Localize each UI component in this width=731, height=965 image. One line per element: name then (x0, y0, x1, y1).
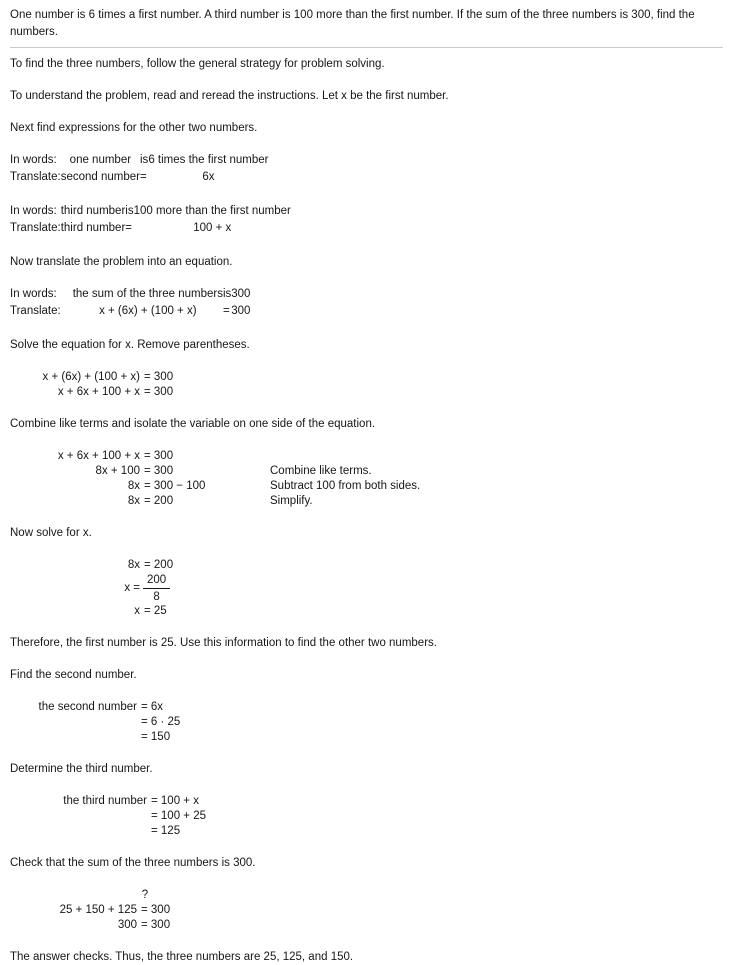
equation-row (10, 700, 722, 715)
in-words-subject: one number (69, 154, 132, 166)
in-words-subject: third number (60, 205, 126, 217)
intro-paragraph-3: Next find expressions for the other two numbers. (10, 122, 258, 134)
in-words-value: 300 (231, 288, 251, 300)
equation-rhs: = 25 (144, 605, 167, 617)
in-words-label: In words: (10, 154, 57, 166)
equation-rhs: = 100 + 25 (151, 810, 206, 822)
equation-row (10, 794, 722, 809)
conclusion-line: The answer checks. Thus, the three numbers are 25, 125, and 150. (10, 951, 354, 963)
equation-row (10, 385, 722, 400)
determine-third-heading: Determine the third number. (10, 763, 153, 775)
in-words-value: 100 more than the first number (133, 205, 291, 217)
therefore-line: Therefore, the first number is 25. Use this information to find the other two numbers. (10, 637, 437, 649)
translate-label: Translate: (10, 171, 61, 183)
in-words-row (10, 287, 250, 304)
equation-note: Combine like terms. (270, 465, 372, 477)
solve-for-x-heading: Now solve for x. (10, 527, 92, 539)
word-translate-block-1 (10, 153, 268, 187)
translate-operator: = (222, 305, 230, 317)
equation-note: Subtract 100 from both sides. (270, 480, 421, 492)
equation-lhs: 8x (127, 559, 140, 571)
translate-heading: Now translate the problem into an equation. (10, 256, 233, 268)
translate-value: 300 (231, 305, 251, 317)
equation-rhs: = 300 (144, 371, 174, 383)
header-divider (10, 47, 723, 48)
fraction-lhs: x = (124, 582, 140, 594)
intro-paragraph-1: To find the three numbers, follow the general strategy for problem solving. (10, 58, 385, 70)
equation-rhs: = 125 (151, 825, 181, 837)
equation-rhs: = 200 (144, 495, 174, 507)
equation-rhs: = 6x (141, 701, 164, 713)
check-heading: Check that the sum of the three numbers is 300. (10, 857, 256, 869)
equation-rhs: = 300 (141, 904, 171, 916)
equation-rhs: = 300 (144, 386, 174, 398)
in-words-operator: is (140, 154, 149, 166)
question-mark-row (10, 888, 722, 903)
equation-rhs: = 300 (141, 919, 171, 931)
equation-lhs: 300 (117, 919, 137, 931)
equation-row (10, 918, 722, 933)
third-number-equations (10, 794, 722, 839)
translate-subject: third number (60, 222, 126, 234)
check-equations (10, 888, 722, 933)
fraction (143, 573, 170, 604)
translate-operator: = (125, 222, 132, 234)
equation-lhs: x + 6x + 100 + x (57, 386, 140, 398)
translate-subject: x + (6x) + (100 + x) (99, 305, 197, 317)
fraction-numerator: 200 (147, 574, 167, 586)
equation-rhs: = 300 − 100 (144, 480, 206, 492)
equation-row (10, 730, 722, 745)
equation-rhs: = 150 (141, 731, 171, 743)
translate-row (10, 170, 268, 187)
word-translate-block-2 (10, 204, 291, 238)
equation-note: Simplify. (270, 495, 313, 507)
equation-row (10, 464, 722, 479)
in-words-row (10, 204, 291, 221)
translate-value: 6x (202, 171, 215, 183)
translate-label: Translate: (10, 222, 61, 234)
translate-value: 100 + x (193, 222, 232, 234)
equation-lhs: 8x + 100 (95, 465, 140, 477)
translate-row (10, 304, 250, 321)
fraction-denominator: 8 (153, 591, 160, 603)
equation-row (10, 824, 722, 839)
qmark-spacer (10, 888, 140, 903)
fraction-equation-row (10, 573, 722, 604)
equation-rhs: = 100 + x (151, 795, 199, 807)
equation-row (10, 494, 722, 509)
equation-lhs: x + 6x + 100 + x (57, 450, 140, 462)
find-second-heading: Find the second number. (10, 669, 137, 681)
in-words-label: In words: (10, 205, 57, 217)
problem-statement: One number is 6 times a first number. A third number is 100 more than the first number. If the sum of the three numbers is 300, find the numbers. (10, 9, 695, 38)
equation-lhs: x (134, 605, 140, 617)
equation-row (10, 903, 722, 918)
remove-parentheses-equations (10, 370, 722, 400)
in-words-row (10, 153, 268, 170)
equation-row (10, 558, 722, 573)
equation-rhs: = 300 (144, 450, 174, 462)
in-words-operator: is (125, 205, 134, 217)
solve-for-x-equations (10, 558, 722, 619)
solve-heading: Solve the equation for x. Remove parentheses. (10, 339, 250, 351)
word-translate-block-3 (10, 287, 250, 321)
equation-row (10, 370, 722, 385)
equation-lhs: the third number (63, 795, 147, 807)
fraction-bar (143, 588, 170, 589)
in-words-operator: is (222, 288, 232, 300)
equation-row (10, 715, 722, 730)
equation-lhs: 8x (127, 495, 140, 507)
translate-operator: = (140, 171, 147, 183)
combine-heading: Combine like terms and isolate the variable on one side of the equation. (10, 418, 376, 430)
intro-paragraph-2: To understand the problem, read and reread the instructions. Let x be the first number. (10, 90, 449, 102)
equation-row (10, 479, 722, 494)
combine-terms-equations (10, 449, 722, 509)
equation-rhs: = 200 (144, 559, 174, 571)
check-question-mark: ? (141, 889, 149, 901)
equation-lhs: x + (6x) + (100 + x) (42, 371, 140, 383)
equation-lhs: 8x (127, 480, 140, 492)
in-words-label: In words: (10, 288, 57, 300)
translate-label: Translate: (10, 305, 61, 317)
equation-row (10, 449, 722, 464)
equation-rhs: = 300 (144, 465, 174, 477)
equation-lhs: the second number (38, 701, 137, 713)
second-number-equations (10, 700, 722, 745)
translate-subject: second number (60, 171, 140, 183)
equation-row (10, 604, 722, 619)
equation-rhs: = 6 · 25 (141, 716, 181, 728)
equation-lhs: 25 + 150 + 125 (59, 904, 137, 916)
in-words-value: 6 times the first number (148, 154, 269, 166)
translate-row (10, 221, 291, 238)
in-words-subject: the sum of the three numbers (72, 288, 223, 300)
equation-row (10, 809, 722, 824)
